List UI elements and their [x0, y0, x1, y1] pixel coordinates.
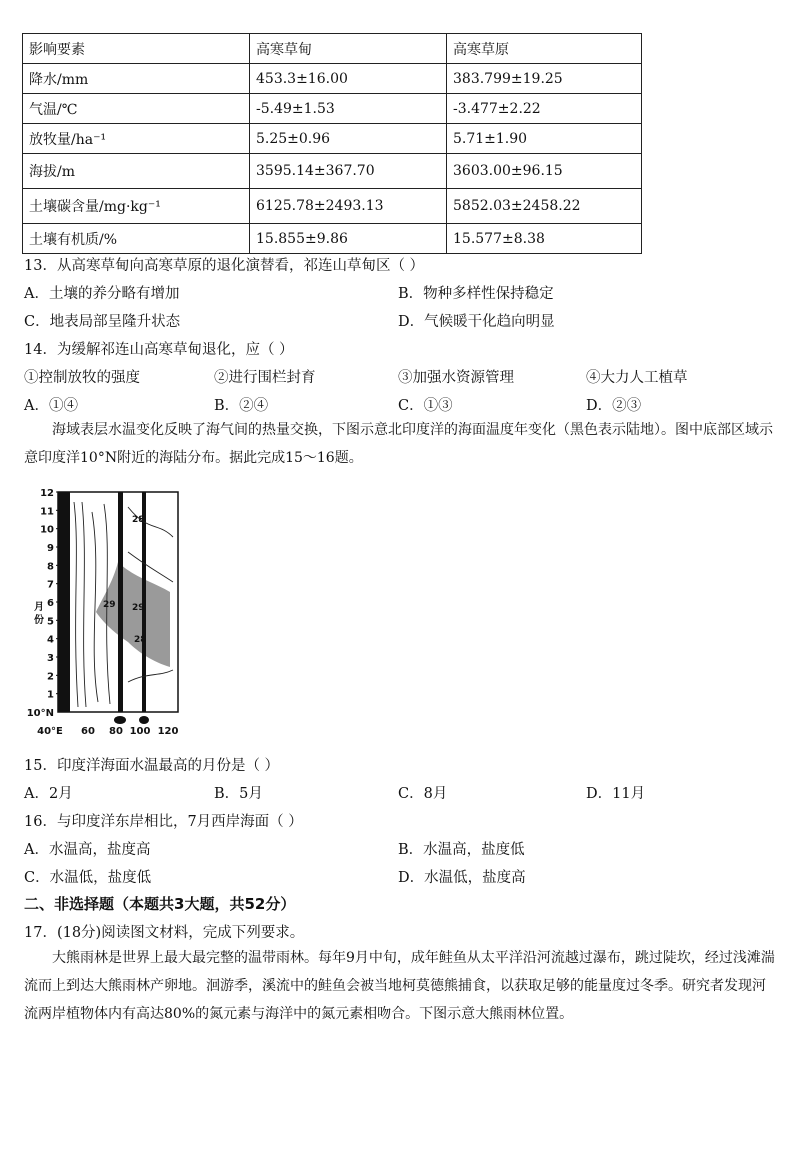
y-tick-label: 5 [47, 616, 54, 628]
y-tick-label: 12 [40, 488, 54, 499]
q13-option-a[interactable]: A．土壤的养分略有增加 [24, 286, 180, 302]
land-blob [139, 716, 149, 724]
table-row [23, 124, 642, 154]
q15-option-a[interactable]: A．2月 [24, 786, 73, 802]
x-tick-label: 120 [157, 726, 179, 737]
meadow-value: 5.25±0.96 [250, 124, 447, 154]
table-header-cell: 影响要素 [23, 34, 250, 64]
y-tick-label: 1 [47, 689, 54, 701]
factor-table [22, 33, 642, 254]
section-2-title: 二、非选择题（本题共3大题，共52分） [24, 895, 296, 913]
row-label: 土壤碳含量/mg·kg⁻¹ [23, 189, 250, 224]
land-strip-africa [58, 492, 70, 712]
y-tick-label: 2 [47, 671, 54, 683]
q13-option-c[interactable]: C．地表局部呈隆升状态 [24, 314, 181, 330]
meadow-value: 6125.78±2493.13 [250, 189, 447, 224]
steppe-value: 3603.00±96.15 [447, 154, 642, 189]
meadow-value: 3595.14±367.70 [250, 154, 447, 189]
q15-option-b[interactable]: B．5月 [214, 786, 263, 802]
corner-label: 10°N [26, 708, 54, 719]
q14-item: ③加强水资源管理 [398, 370, 514, 386]
question-16-stem: 16．与印度洋东岸相比，7月西岸海面（ ） [24, 814, 303, 830]
table-header-cell: 高寒草原 [447, 34, 642, 64]
q14-item: ①控制放牧的强度 [24, 370, 140, 386]
steppe-value: -3.477±2.22 [447, 94, 642, 124]
meadow-value: 15.855±9.86 [250, 224, 447, 254]
table-header-cell: 高寒草甸 [250, 34, 447, 64]
isotherm-label: 29 [103, 600, 116, 610]
q15-option-d[interactable]: D．11月 [586, 786, 646, 802]
x-tick-label: 40°E [37, 726, 63, 737]
row-label: 气温/℃ [23, 94, 250, 124]
sst-chart [26, 484, 190, 750]
steppe-value: 383.799±19.25 [447, 64, 642, 94]
q14-option-c[interactable]: C．①③ [398, 398, 453, 414]
steppe-value: 15.577±8.38 [447, 224, 642, 254]
table-row [23, 94, 642, 124]
q14-item: ②进行围栏封育 [214, 370, 316, 386]
q15-option-c[interactable]: C．8月 [398, 786, 448, 802]
table-row [23, 64, 642, 94]
y-tick-label: 9 [47, 543, 54, 554]
q14-option-b[interactable]: B．②④ [214, 398, 269, 414]
question-15-stem: 15．印度洋海面水温最高的月份是（ ） [24, 758, 280, 774]
q13-option-b[interactable]: B．物种多样性保持稳定 [398, 286, 554, 302]
q16-option-c[interactable]: C．水温低，盐度低 [24, 870, 152, 886]
chart-intro-paragraph: 海域表层水温变化反映了海气间的热量交换，下图示意北印度洋的海面温度年变化（黑色表示陆地）。图中底部区域示意印度洋10°N附近的海陆分布。据此完成15～16题。 [24, 422, 773, 466]
table-row [23, 154, 642, 189]
steppe-value: 5852.03±2458.22 [447, 189, 642, 224]
y-tick-label: 11 [40, 506, 54, 518]
y-tick-label: 3 [47, 653, 54, 664]
q14-option-d[interactable]: D．②③ [586, 398, 642, 414]
x-tick-label: 100 [129, 726, 151, 737]
q14-option-a[interactable]: A．①④ [24, 398, 78, 414]
land-strip-malay [142, 492, 146, 712]
table-row [23, 224, 642, 254]
table-header-row [23, 34, 642, 64]
y-tick-label: 7 [47, 579, 54, 591]
y-tick-label: 10 [40, 524, 54, 536]
y-tick-label: 8 [47, 561, 54, 573]
y-tick-label: 6 [47, 598, 54, 609]
meadow-value: 453.3±16.00 [250, 64, 447, 94]
y-axis-label: 月 [34, 602, 44, 613]
row-label: 土壤有机质/% [23, 224, 250, 254]
isotherm-label: 29 [132, 603, 145, 613]
y-axis-label: 份 [34, 615, 44, 626]
x-tick-label: 60 [81, 726, 95, 737]
q14-item: ④大力人工植草 [586, 370, 688, 386]
question-14-stem: 14．为缓解祁连山高寒草甸退化，应（ ） [24, 342, 294, 358]
row-label: 海拔/m [23, 154, 250, 189]
q16-option-b[interactable]: B．水温高，盐度低 [398, 842, 525, 858]
land-strip-india [118, 492, 123, 712]
q13-option-d[interactable]: D．气候暖干化趋向明显 [398, 314, 555, 330]
q16-option-d[interactable]: D．水温低，盐度高 [398, 870, 526, 886]
q16-option-a[interactable]: A．水温高，盐度高 [24, 842, 151, 858]
table-row [23, 189, 642, 224]
land-blob [114, 716, 126, 724]
question-17-stem: 17．(18分)阅读图文材料，完成下列要求。 [24, 925, 305, 941]
isotherm-label: 28 [134, 635, 147, 645]
isotherm-label: 28 [132, 515, 145, 525]
y-tick-label: 4 [47, 634, 54, 646]
x-tick-label: 80 [109, 726, 123, 737]
row-label: 降水/mm [23, 64, 250, 94]
row-label: 放牧量/ha⁻¹ [23, 124, 250, 154]
question-17-material: 大熊雨林是世界上最大最完整的温带雨林。每年9月中旬，成年鲑鱼从太平洋沿河流越过瀑布，跳过陡坎，经过浅滩湍流而上到达大熊雨林产卵地。洄游季，溪流中的鲑鱼会被当地柯莫德熊捕食，以获取足够的能量度过冬季。研究者发现河流两岸植物体内有高达80%的氮元素与海洋中的氮元素相吻合。下图示意大熊雨林位置。 [24, 950, 775, 1022]
sst-chart-svg [26, 484, 190, 746]
meadow-value: -5.49±1.53 [250, 94, 447, 124]
question-13-stem: 13．从高寒草甸向高寒草原的退化演替看，祁连山草甸区（ ） [24, 258, 425, 274]
steppe-value: 5.71±1.90 [447, 124, 642, 154]
